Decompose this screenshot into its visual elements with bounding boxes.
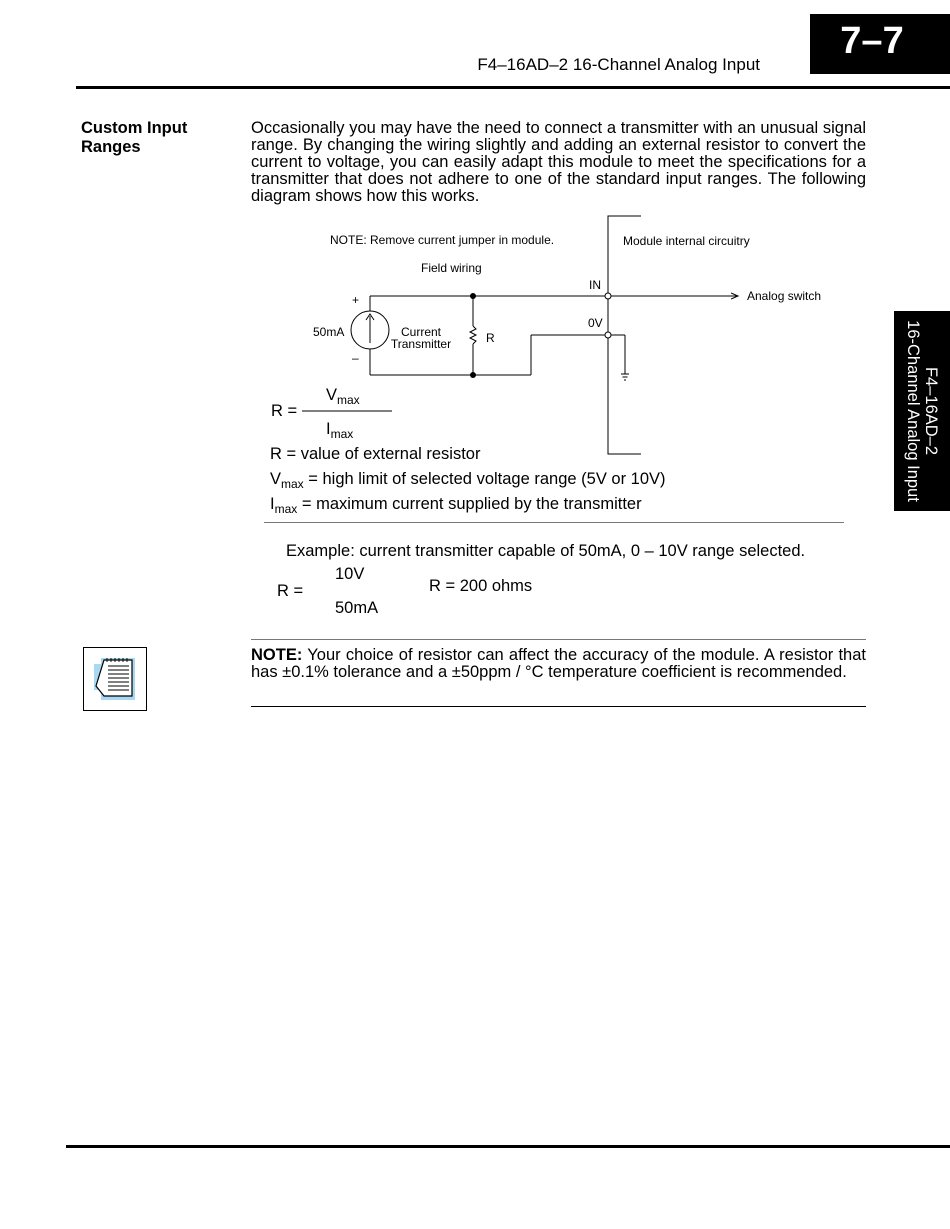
example-lhs: R = bbox=[277, 582, 304, 600]
note-label: NOTE: bbox=[251, 646, 303, 664]
zero-v-terminal bbox=[605, 332, 611, 338]
notepad-icon bbox=[83, 647, 147, 711]
def-vmax-main: V bbox=[270, 470, 282, 488]
formula-den-main: I bbox=[326, 420, 331, 438]
divider-rule bbox=[264, 522, 844, 523]
formula-num-main: V bbox=[326, 386, 338, 404]
transmitter-label-2: Transmitter bbox=[390, 337, 452, 351]
formula-den-sub: max bbox=[330, 427, 354, 441]
note-body: Your choice of resistor can affect the accuracy of the module. A resistor that has ±0.1% tolerance and a ±50ppm / °C temperature coefficient is recommended. bbox=[251, 646, 866, 681]
def-vmax-sub: max bbox=[281, 477, 304, 491]
minus-label: – bbox=[352, 351, 359, 365]
module-label: Module internal circuitry bbox=[623, 234, 750, 248]
footer-rule bbox=[66, 1145, 950, 1148]
resistor-label: R bbox=[486, 331, 495, 345]
definition-imax bbox=[270, 495, 642, 514]
current-arrow-head bbox=[366, 314, 374, 320]
formula-denominator bbox=[326, 420, 353, 439]
formula-lhs: R = bbox=[271, 402, 298, 420]
example-text: Example: current transmitter capable of 50mA, 0 – 10V range selected. bbox=[286, 542, 806, 560]
source-value-label: 50mA bbox=[313, 325, 345, 339]
junction-dot-top bbox=[470, 293, 476, 299]
definition-r: R = value of external resistor bbox=[270, 445, 481, 463]
chapter-side-tab bbox=[894, 311, 950, 511]
def-imax-main: I bbox=[270, 495, 275, 513]
side-tab-line2: 16-Channel Analog Input bbox=[904, 320, 922, 502]
section-heading-line1: Custom Input bbox=[81, 119, 188, 137]
current-source-circle bbox=[351, 311, 389, 349]
example-numerator: 10V bbox=[335, 565, 365, 583]
zero-v-label: 0V bbox=[588, 316, 603, 330]
in-label: IN bbox=[589, 278, 601, 292]
transmitter-label-1: Current bbox=[400, 325, 442, 339]
note-top-rule bbox=[251, 639, 866, 640]
module-boundary bbox=[608, 216, 641, 454]
note-bottom-rule bbox=[251, 706, 866, 707]
def-imax-rest: = maximum current supplied by the transmitter bbox=[297, 495, 642, 513]
page-number: 7–7 bbox=[840, 20, 904, 62]
example-denominator: 50mA bbox=[335, 599, 379, 617]
note-paragraph bbox=[251, 647, 866, 681]
side-tab-line1: F4–16AD–2 bbox=[922, 366, 940, 456]
formula-numerator bbox=[326, 386, 360, 405]
field-wiring-label: Field wiring bbox=[421, 261, 482, 275]
example-result: R = 200 ohms bbox=[429, 577, 533, 595]
diagram-note: NOTE: Remove current jumper in module. bbox=[330, 233, 555, 247]
analog-switch-label: Analog switch bbox=[747, 289, 822, 303]
def-imax-sub: max bbox=[274, 502, 298, 516]
section-heading-line2: Ranges bbox=[81, 138, 141, 156]
in-terminal bbox=[605, 293, 611, 299]
header-rule bbox=[76, 86, 950, 89]
plus-label: + bbox=[352, 293, 360, 307]
wiring-diagram bbox=[0, 0, 950, 520]
junction-dot-bottom bbox=[470, 372, 476, 378]
page-number-box bbox=[810, 14, 950, 74]
definition-vmax bbox=[270, 470, 666, 489]
def-vmax-rest: = high limit of selected voltage range (5V or 10V) bbox=[303, 470, 666, 488]
running-header: F4–16AD–2 16-Channel Analog Input bbox=[477, 55, 760, 74]
resistor-symbol bbox=[470, 326, 476, 344]
intro-paragraph: Occasionally you may have the need to connect a transmitter with an unusual signal range. By changing the wiring slightly and adding an external resistor to convert the current to voltage, you can easily adapt this module to meet the specifications for a transmitter that does not adhere to one of the standard input ranges. The following diagram shows how this works. bbox=[251, 119, 866, 205]
formula-num-sub: max bbox=[337, 393, 360, 407]
section-heading bbox=[81, 119, 187, 157]
